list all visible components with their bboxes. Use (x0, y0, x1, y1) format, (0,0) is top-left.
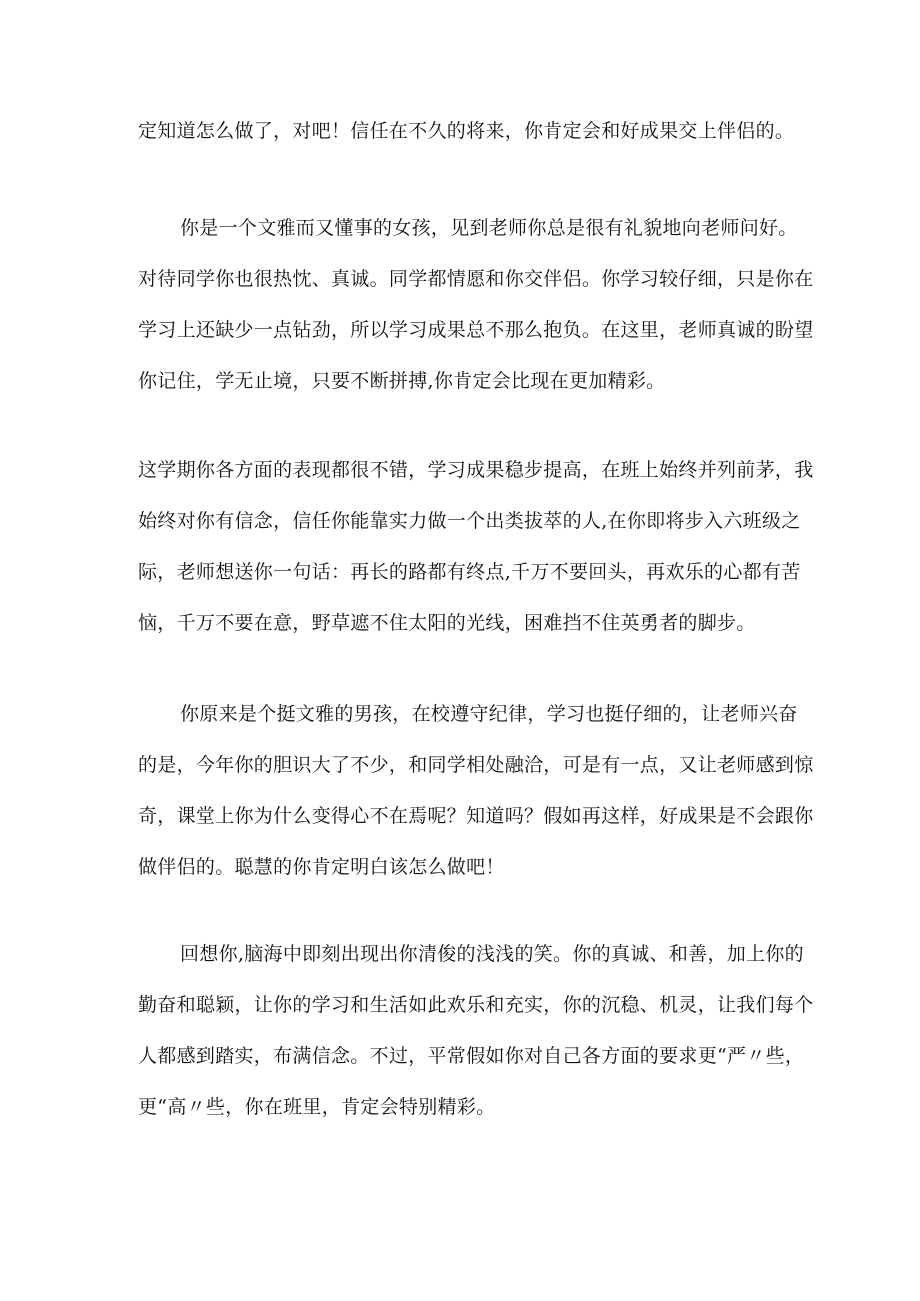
paragraph-line: 奇，课堂上你为什么变得心不在焉呢？知道吗？假如再这样，好成果是不会跟你 (138, 805, 814, 827)
paragraph-line: 恼，千万不要在意，野草遮不住太阳的光线，困难挡不住英勇者的脚步。 (138, 612, 756, 634)
paragraph-line: 这学期你各方面的表现都很不错，学习成果稳步提高，在班上始终并列前茅，我 (138, 459, 814, 481)
paragraph-1 (138, 106, 795, 157)
paragraph-4 (138, 689, 814, 893)
paragraph-line: 学习上还缺少一点钻劲，所以学习成果总不那么抱负。在这里，老师真诚的盼望 (138, 319, 814, 341)
paragraph-line: 勤奋和聪颖，让你的学习和生活如此欢乐和充实，你的沉稳、机灵，让我们每个 (138, 994, 814, 1016)
paragraph-2 (138, 203, 814, 407)
paragraph-line: 你记住，学无止境，只要不断拼搏,你肯定会比现在更加精彩。 (138, 370, 666, 392)
paragraph-line: 际，老师想送你一句话：再长的路都有终点,千万不要回头，再欢乐的心都有苦 (138, 561, 801, 583)
paragraph-line: 始终对你有信念，信任你能靠实力做一个出类拔萃的人,在你即将步入六班级之 (138, 510, 801, 532)
paragraph-line: 定知道怎么做了，对吧！信任在不久的将来，你肯定会和好成果交上伴侣的。 (138, 120, 795, 142)
paragraph-line: 人都感到踏实，布满信念。不过，平常假如你对自己各方面的要求更“严〃些， (138, 1045, 805, 1067)
paragraph-3 (138, 445, 814, 649)
paragraph-line: 做伴侣的。聪慧的你肯定明白该怎么做吧！ (138, 856, 505, 878)
paragraph-line: 你原来是个挺文雅的男孩，在校遵守纪律，学习也挺仔细的，让老师兴奋 (180, 703, 798, 725)
paragraph-line: 对待同学你也很热忱、真诚。同学都情愿和你交伴侣。你学习较仔细，只是你在 (138, 268, 814, 290)
paragraph-line: 的是，今年你的胆识大了不少，和同学相处融洽，可是有一点，又让老师感到惊 (138, 754, 814, 776)
paragraph-line: 更“高〃些，你在班里，肯定会特别精彩。 (138, 1096, 496, 1118)
paragraph-line: 你是一个文雅而又懂事的女孩，见到老师你总是很有礼貌地向老师问好。 (180, 217, 798, 239)
paragraph-line: 回想你,脑海中即刻出现出你清俊的浅浅的笑。你的真诚、和善，加上你的 (180, 943, 804, 965)
paragraph-5 (138, 929, 814, 1133)
